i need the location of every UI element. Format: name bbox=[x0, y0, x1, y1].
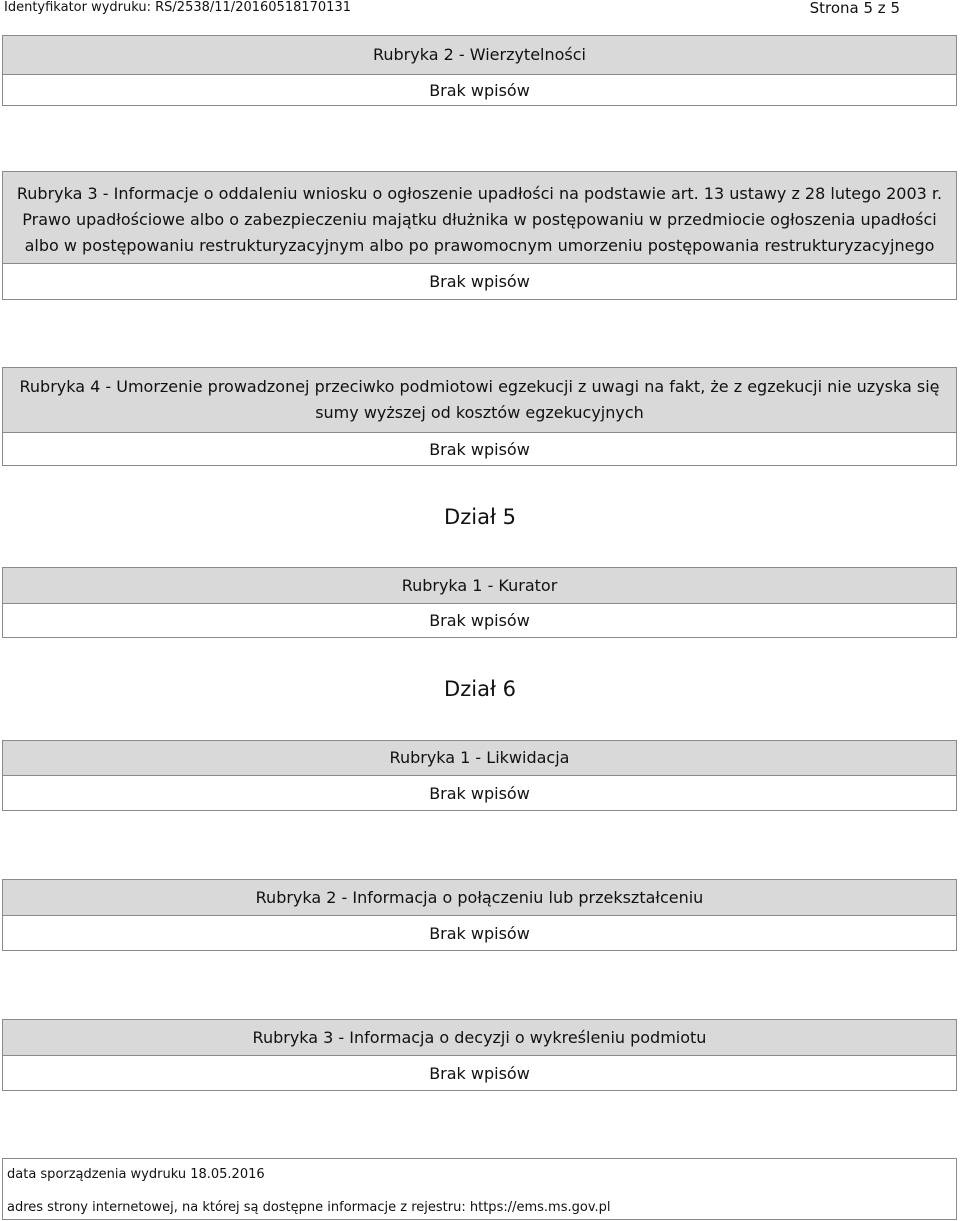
section-title: Rubryka 2 - Informacja o połączeniu lub przekształceniu bbox=[2, 879, 957, 916]
section-value: Brak wpisów bbox=[2, 1056, 957, 1091]
section-value: Brak wpisów bbox=[2, 75, 957, 106]
section-title: Rubryka 3 - Informacje o oddaleniu wniosku o ogłoszenie upadłości na podstawie art. 13 ustawy z 28 lutego 2003 r. Prawo upadłościowe albo o zabezpieczeniu majątku dłużnika w postępowaniu w przedmiocie ogłoszenia upadłości albo w postępowaniu restrukturyzacyjnym albo po prawomocnym umorzeniu postępowania restrukturyzacyjnego bbox=[2, 171, 957, 264]
registry-address: adres strony internetowej, na której są dostępne informacje z rejestru: https://ems.ms.gov.pl bbox=[7, 1200, 611, 1215]
section-wykreslenie bbox=[2, 1019, 957, 1091]
print-date: data sporządzenia wydruku 18.05.2016 bbox=[7, 1167, 265, 1182]
section-title: Rubryka 4 - Umorzenie prowadzonej przeciwko podmiotowi egzekucji z uwagi na fakt, że z egzekucji nie uzyska się sumy wyższej od kosztów egzekucyjnych bbox=[2, 367, 957, 433]
print-identifier: Identyfikator wydruku: RS/2538/11/20160518170131 bbox=[4, 0, 351, 15]
section-title: Rubryka 1 - Kurator bbox=[2, 567, 957, 604]
section-likwidacja bbox=[2, 740, 957, 811]
section-wierzytelnosci bbox=[2, 35, 957, 106]
page-number: Strona 5 z 5 bbox=[809, 0, 900, 17]
section-value: Brak wpisów bbox=[2, 433, 957, 466]
page-header bbox=[0, 0, 960, 18]
section-kurator bbox=[2, 567, 957, 638]
dzial-5-heading: Dział 5 bbox=[444, 505, 516, 529]
dzial-6-heading: Dział 6 bbox=[444, 677, 516, 701]
section-polaczenie bbox=[2, 879, 957, 951]
print-footer bbox=[2, 1158, 957, 1220]
section-title: Rubryka 1 - Likwidacja bbox=[2, 740, 957, 776]
section-value: Brak wpisów bbox=[2, 264, 957, 300]
section-title: Rubryka 3 - Informacja o decyzji o wykreśleniu podmiotu bbox=[2, 1019, 957, 1056]
section-value: Brak wpisów bbox=[2, 604, 957, 638]
section-oddalenie-wniosku bbox=[2, 171, 957, 300]
section-value: Brak wpisów bbox=[2, 776, 957, 811]
section-value: Brak wpisów bbox=[2, 916, 957, 951]
section-umorzenie-egzekucji bbox=[2, 367, 957, 466]
section-title: Rubryka 2 - Wierzytelności bbox=[2, 35, 957, 75]
